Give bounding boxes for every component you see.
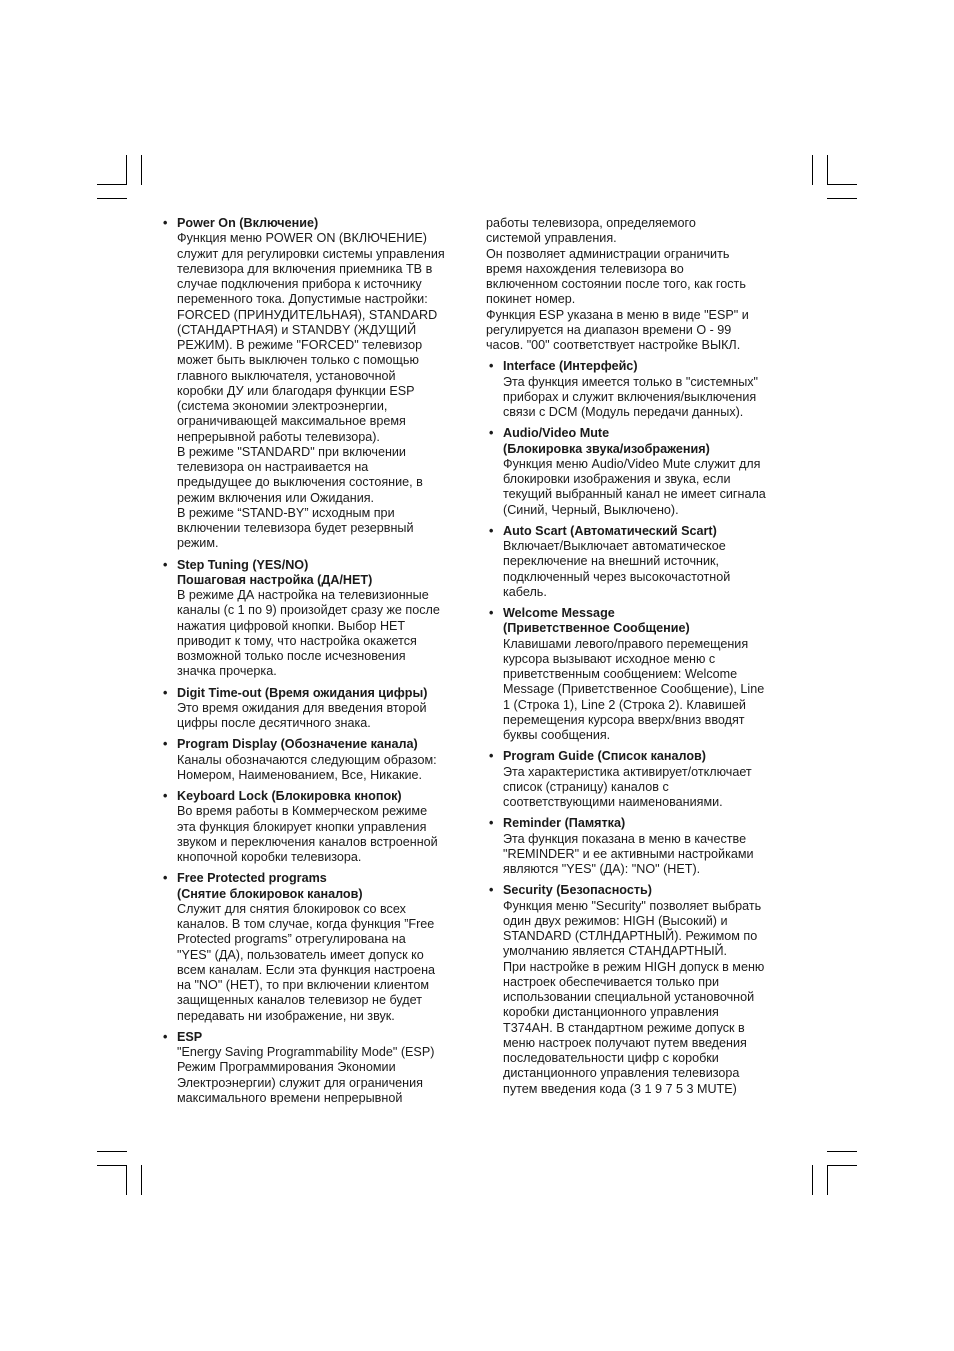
feature-title-line: Пошаговая настройка (ДА/НЕТ) [177,572,373,587]
feature-title-line: ESP [177,1029,203,1044]
bullet-icon: • [489,883,494,898]
feature-description-line: В режиме ДА настройка на телевизионные [177,588,429,602]
crop-mark-top-left-h1 [97,184,127,185]
feature-description-line: ограничивающей максимальное время [177,414,406,429]
feature-description [503,832,791,878]
feature-title [503,606,791,637]
feature-description-line: коробки дистанционного управления [503,1005,719,1020]
feature-description-line: дистанционного управления телевизора [503,1066,740,1081]
feature-description-line: коробки ДУ или благодаря функции ESP [177,383,415,398]
feature-description-line: меню настроек получают путем введения [503,1035,747,1050]
feature-description-line: Электроэнергии) служит для ограничения [177,1075,423,1090]
bullet-icon: • [489,523,494,538]
crop-mark-top-left-h2 [97,198,127,199]
feature-description-line: Т374АН. В стандартном режиме допуск в [503,1020,745,1035]
continuation-line: Функция ESP указана в меню в виде "ESP" и [486,307,749,322]
feature-item [160,558,470,680]
feature-description [177,231,470,551]
feature-description-line: служит для регулировки системы управления [177,246,445,261]
left-column [160,216,470,1112]
feature-description-line: текущий выбранный канал не имеет сигнала [503,487,766,502]
feature-description-line: настроек обеспечивается только при [503,974,720,989]
feature-description-line: (СТАНДАРТНАЯ) и STANDBY (ЖДУЩИЙ [177,322,417,337]
feature-description-line: РЕЖИМ). В режиме "FORCED" телевизор [177,338,423,352]
feature-description-line: каналов. В том случае, когда функция ”Free [177,917,435,931]
feature-description-line: режим. [177,536,219,551]
feature-description-line: блокировки изображения и звука, если [503,472,731,486]
feature-title-line: Free Protected programs [177,871,327,886]
feature-title-line: Power On (Включение) [177,216,319,230]
feature-description-line: непрерывной работы телевизора). [177,429,380,444]
feature-item [160,686,470,732]
feature-description [503,375,791,421]
feature-description-line: FORCED (ПРИНУДИТЕЛЬНАЯ), STANDARD [177,307,438,322]
feature-description-line: кнопочной коробки телевизора. [177,850,362,864]
continuation-line: системой управления. [486,231,617,246]
crop-mark-bottom-left-v1 [126,1165,127,1195]
feature-description [177,1045,470,1106]
feature-description-line: "Energy Saving Programmability Mode" (ESP) [177,1045,435,1059]
feature-title-line: Security (Безопасность) [503,883,652,898]
bullet-icon: • [163,685,168,700]
feature-description-line: значка прочерка. [177,664,277,679]
feature-description-line: кабель. [503,584,547,599]
bullet-icon: • [489,749,494,764]
feature-title-line: Welcome Message [503,606,615,620]
crop-mark-bottom-right-h1 [827,1151,857,1152]
feature-title-line: Step Tuning (YES/NO) [177,557,309,572]
feature-description [503,765,791,811]
feature-title-line: (Блокировка звука/изображения) [503,441,710,456]
feature-description-line: Это время ожидания для введения второй [177,700,427,715]
crop-mark-top-left-v2 [141,155,142,185]
feature-item [160,737,470,783]
feature-description-line: Номером, Наименованием, Все, Никакие. [177,767,423,782]
feature-description-line: Режим Программирования Экономии [177,1060,396,1075]
feature-description [177,804,470,865]
feature-description-line: Служит для снятия блокировок со всех [177,901,406,916]
feature-description-line: каналы (с 1 по 9) произойдет сразу же после [177,603,440,618]
feature-description-line: Во время работы в Коммерческом режиме [177,804,428,819]
feature-description-line: В режиме "STANDARD" при включении [177,444,406,459]
feature-description [177,902,470,1024]
crop-mark-bottom-right-v2 [827,1165,828,1195]
feature-title [177,737,470,752]
crop-mark-top-right-h1 [827,184,857,185]
feature-description-line: соответствующими наименованиями. [503,795,723,809]
feature-description-line: перемещения курсора вверх/вниз вводят [503,712,745,727]
feature-item [160,789,470,865]
crop-mark-top-right-v2 [827,155,828,185]
feature-item [486,606,791,743]
feature-title [177,558,470,589]
feature-title-line: (Снятие блокировок каналов) [177,886,363,901]
continuation-line: Он позволяет администрации ограничить [486,246,730,261]
continuation-line: работы телевизора, определяемого [486,216,696,230]
feature-title-line: Auto Scart (Автоматический Scart) [503,523,717,538]
bullet-icon: • [163,1029,168,1044]
feature-description-line: Message (Приветственное Сообщение), Line [503,682,765,697]
feature-description-line: защищенных каналов телевизор не будет [177,993,422,1008]
feature-title [177,789,470,804]
feature-description-line: переменного тока. Допустимые настройки: [177,292,428,307]
feature-title [177,216,470,231]
feature-description-line: может быть выключен только с помощью [177,353,419,368]
feature-description-line: нажатия цифровой кнопки. Выбор НЕТ [177,618,406,633]
feature-title [177,871,470,902]
feature-description-line: Включает/Выключает автоматическое [503,539,726,553]
feature-description [177,701,470,732]
feature-description-line: умолчанию является СТАНДАРТНЫЙ. [503,944,728,959]
feature-description [503,637,791,744]
feature-description-line: Protected programs” отрегулирована на [177,932,406,947]
feature-description-line: STANDARD (СТЛНДАРТНЫЙ). Режимом по [503,929,758,943]
feature-description-line: на "NO" (НЕТ), то при включении клиентом [177,978,430,992]
feature-description-line: путем введения кода (3 1 9 7 5 3 MUTE) [503,1081,737,1096]
feature-item [160,216,470,552]
feature-title-line: (Приветственное Сообщение) [503,621,690,636]
feature-description-line: возможной только после исчезновения [177,649,406,663]
feature-description-line: "YES" (ДА), пользователь имеет допуск ко [177,947,424,962]
feature-title [503,883,791,898]
continuation-line: включенном состоянии после того, как гость [486,277,746,291]
bullet-icon: • [163,557,168,572]
feature-description-line: Функция меню "Security" позволяет выбрать [503,898,762,913]
feature-description-line: цифры после десятичного знака. [177,716,371,730]
feature-description [177,588,470,680]
feature-title [177,1030,470,1045]
feature-description-line: являются "YES" (ДА): "NO" (НЕТ). [503,862,701,876]
crop-mark-bottom-left-h1 [97,1151,127,1152]
feature-description-line: курсора вызывают исходное меню с [503,651,716,666]
bullet-icon: • [489,426,494,441]
bullet-icon: • [163,871,168,886]
feature-description-line: (Синий, Черный, Выключено). [503,502,679,517]
feature-title [177,686,470,701]
bullet-icon: • [163,789,168,803]
feature-description-line: Эта функция показана в меню в качестве [503,831,747,846]
feature-title-line: Program Guide (Список каналов) [503,749,706,764]
feature-description-line: переключение на внешний источник, [503,554,720,569]
feature-item [486,426,791,518]
feature-title [503,816,791,831]
feature-item [486,749,791,810]
continuation-text [486,216,791,353]
crop-mark-bottom-right-h2 [827,1165,857,1166]
feature-description [503,539,791,600]
feature-title [503,524,791,539]
continuation-line: покинет номер. [486,292,576,307]
feature-description-line: 1 (Строка 1), Line 2 (Строка 2). Клавишей [503,697,746,712]
continuation-line: регулируется на диапазон времени О - 99 [486,322,732,337]
feature-title [503,749,791,764]
feature-description-line: связи с DCM (Модуль передачи данных). [503,405,744,419]
feature-description-line: последовательности цифр с коробки [503,1051,719,1065]
feature-title-line: Interface (Интерфейс) [503,359,638,374]
feature-title [503,426,791,457]
crop-mark-top-right-v1 [812,155,813,185]
feature-description-line: приводит к тому, что настройка окажется [177,633,417,648]
bullet-icon: • [489,816,494,831]
feature-title-line: Digit Time-out (Время ожидания цифры) [177,685,428,700]
feature-item [486,816,791,877]
feature-description-line: Эта функция имеется только в "системных" [503,374,759,389]
feature-description-line: телевизора он настраивается на [177,460,369,474]
bullet-icon: • [163,737,168,752]
feature-description-line: (система экономии электроэнергии, [177,399,388,413]
crop-mark-bottom-left-v2 [141,1165,142,1195]
feature-description-line: При настройке в режим HIGH допуск в меню [503,959,765,974]
feature-description-line: Каналы обозначаются следующим образом: [177,752,437,767]
feature-item [486,524,791,600]
feature-item [486,359,791,420]
crop-mark-bottom-left-h2 [97,1165,127,1166]
feature-description-line: Функция меню POWER ON (ВКЛЮЧЕНИЕ) [177,231,427,246]
feature-description-line: приветственным сообщением: Welcome [503,667,738,681]
right-column [486,216,791,1103]
feature-description-line: список (страницу) каналов с [503,779,669,794]
feature-title-line: Program Display (Обозначение канала) [177,737,418,752]
bullet-icon: • [163,216,168,230]
feature-description-line: всем каналам. Если эта функция настроена [177,962,436,977]
continuation-line: время нахождения телевизора во [486,261,684,276]
feature-description-line: включении телевизора будет резервный [177,521,414,535]
feature-description-line: звуком и переключения каналов встроенной [177,834,438,849]
feature-description-line: использовании специальной установочной [503,990,755,1004]
feature-item [160,871,470,1024]
feature-description [177,753,470,784]
feature-description-line: главного выключателя, установочной [177,368,396,383]
feature-description-line: Функция меню Audio/Video Mute служит для [503,456,761,471]
feature-description-line: предыдущее до выключения состояние, в [177,475,423,490]
feature-description-line: Клавишами левого/правого перемещения [503,636,749,651]
feature-description-line: максимального времени непрерывной [177,1090,403,1105]
feature-description-line: один двух режимов: HIGH (Высокий) и [503,913,728,928]
feature-description-line: режим включения или Ожидания. [177,490,375,505]
feature-title [503,359,791,374]
feature-description-line: передавать ни изображение, ни звук. [177,1008,395,1023]
feature-item [486,883,791,1097]
crop-mark-top-left-v1 [126,155,127,185]
feature-description [503,899,791,1097]
feature-description-line: буквы сообщения. [503,728,611,742]
continuation-line: часов. "00" соответствует настройке ВЫКЛ. [486,338,741,352]
bullet-icon: • [489,359,494,374]
feature-title-line: Keyboard Lock (Блокировка кнопок) [177,789,402,803]
feature-description-line: телевизора для включения приемника ТВ в [177,261,433,276]
crop-mark-bottom-right-v1 [812,1165,813,1195]
feature-description-line: Эта характеристика активирует/отключает [503,764,752,779]
feature-item [160,1030,470,1106]
feature-description-line: "REMINDER" и ее активными настройками [503,846,754,861]
feature-title-line: Audio/Video Mute [503,426,610,441]
feature-description-line: эта функция блокирует кнопки управления [177,819,427,834]
feature-description-line: случае подключения прибора к источнику [177,277,422,291]
feature-title-line: Reminder (Памятка) [503,816,626,831]
feature-description-line: подключенный через высокочастотной [503,569,731,584]
feature-description [503,457,791,518]
feature-description-line: В режиме “STAND-BY” исходным при [177,505,395,520]
crop-mark-top-right-h2 [827,198,857,199]
bullet-icon: • [489,606,494,620]
feature-description-line: приборах и служит включения/выключения [503,389,757,404]
